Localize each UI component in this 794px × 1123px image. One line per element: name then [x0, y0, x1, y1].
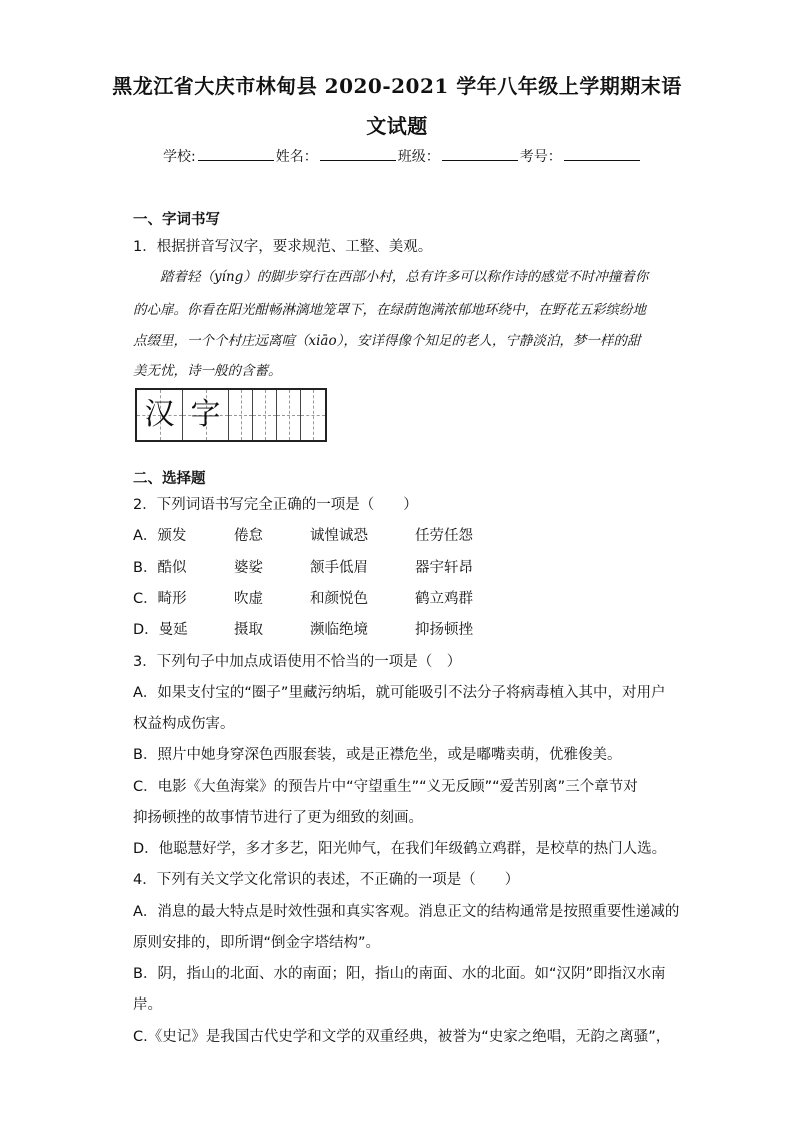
- grid-cell: [301, 390, 325, 440]
- q2-option-d-word3: 濒临绝境: [310, 622, 368, 638]
- q2-option-a-word4: 任劳任怨: [415, 528, 473, 544]
- grid-cell: [253, 390, 277, 440]
- exam-title-line2: 文试题: [366, 114, 428, 138]
- question-2: 2．下列词语书写完全正确的一项是（ ）: [133, 497, 418, 513]
- q2-option-a-word2: 倦怠: [234, 528, 263, 544]
- section2-heading: 二、选择题: [133, 471, 206, 487]
- grid-cell: [229, 390, 253, 440]
- q2-option-c-word4: 鹤立鸡群: [415, 591, 473, 607]
- grid-char: 字: [190, 397, 221, 432]
- q2-option-d-word1: D．曼延: [133, 622, 188, 638]
- passage-line-1: 踏着轻（yíng）的脚步穿行在西部小村，总有许多可以称作诗的感觉不时冲撞着你: [160, 269, 649, 285]
- q4-line: 原则安排的，即所谓“倒金字塔结构”。: [133, 935, 381, 951]
- grid-cell: [137, 390, 183, 440]
- q3-line: C．电影《大鱼海棠》的预告片中“守望重生”“义无反顾”“爱苦别离”三个章节对: [133, 779, 638, 795]
- q2-option-b-word4: 器宇轩昂: [415, 560, 473, 576]
- exam-title-line1: 黑龙江省大庆市林甸县 2020-2021 学年八年级上学期期末语: [112, 74, 682, 98]
- name-blank: [320, 147, 396, 161]
- q2-option-a-word3: 诚惶诚恐: [310, 528, 368, 544]
- class-label: 班级：: [397, 149, 440, 165]
- school-blank: [198, 147, 274, 161]
- q2-option-d-word2: 摄取: [234, 622, 263, 638]
- question-1: 1．根据拼音写汉字，要求规范、工整、美观。: [133, 239, 433, 255]
- question-4: 4．下列有关文学文化常识的表述，不正确的一项是（ ）: [133, 872, 520, 888]
- q3-line: A．如果支付宝的“圈子”里藏污纳垢，就可能吸引不法分子将病毒植入其中，对用户: [133, 685, 666, 701]
- q2-option-b-word1: B．酷似: [133, 560, 187, 576]
- question-3: 3．下列句子中加点成语使用不恰当的一项是（ ）: [133, 654, 462, 670]
- q3-line: 抑扬顿挫的故事情节进行了更为细致的刻画。: [133, 810, 423, 826]
- q2-option-d-word4: 抑扬顿挫: [415, 622, 473, 638]
- passage-line-3: 点缀里，一个个村庄远离喧（xiāo），安详得像个知足的老人，宁静淡泊，梦一样的甜: [133, 333, 641, 349]
- q3-line: D．他聪慧好学，多才多艺，阳光帅气，在我们年级鹤立鸡群，是校草的热门人选。: [133, 841, 667, 857]
- exam-no-label: 考号：: [519, 149, 562, 165]
- q2-option-c-word2: 吹虚: [234, 591, 263, 607]
- passage-line-2: 的心扉。你看在阳光酣畅淋漓地笼罩下，在绿荫饱满浓郁地环绕中，在野花五彩缤纷地: [133, 302, 646, 318]
- q4-line: C.《史记》是我国古代史学和文学的双重经典，被誉为“史家之绝唱，无韵之离骚”，: [133, 1029, 671, 1045]
- q3-line: B．照片中她身穿深色西服套装，或是正襟危坐，或是嘟嘴卖萌，优雅俊美。: [133, 747, 622, 763]
- name-label: 姓名：: [275, 149, 318, 165]
- passage-line-4: 美无忧，诗一般的含蓄。: [133, 363, 282, 379]
- section1-heading: 一、字词书写: [133, 212, 220, 228]
- q3-line: 权益构成伤害。: [133, 716, 235, 732]
- q4-line: 岸。: [133, 997, 162, 1013]
- exam-no-blank: [564, 147, 640, 161]
- writing-grid[interactable]: [135, 388, 327, 442]
- q2-option-c-word3: 和颜悦色: [310, 591, 368, 607]
- grid-cell: [277, 390, 301, 440]
- student-info-row: [163, 146, 642, 166]
- q4-line: B．阴，指山的北面、水的南面；阳，指山的南面、水的北面。如“汉阴”即指汉水南: [133, 966, 666, 982]
- q2-option-b-word3: 颔手低眉: [310, 560, 368, 576]
- class-blank: [442, 147, 518, 161]
- q2-option-b-word2: 婆娑: [234, 560, 263, 576]
- q4-line: A．消息的最大特点是时效性强和真实客观。消息正文的结构通常是按照重要性递减的: [133, 904, 680, 920]
- grid-cell: [183, 390, 229, 440]
- q2-option-a-word1: A．颁发: [133, 528, 187, 544]
- grid-char: 汉: [144, 397, 175, 432]
- q2-option-c-word1: C．畸形: [133, 591, 187, 607]
- school-label: 学校:: [163, 149, 196, 165]
